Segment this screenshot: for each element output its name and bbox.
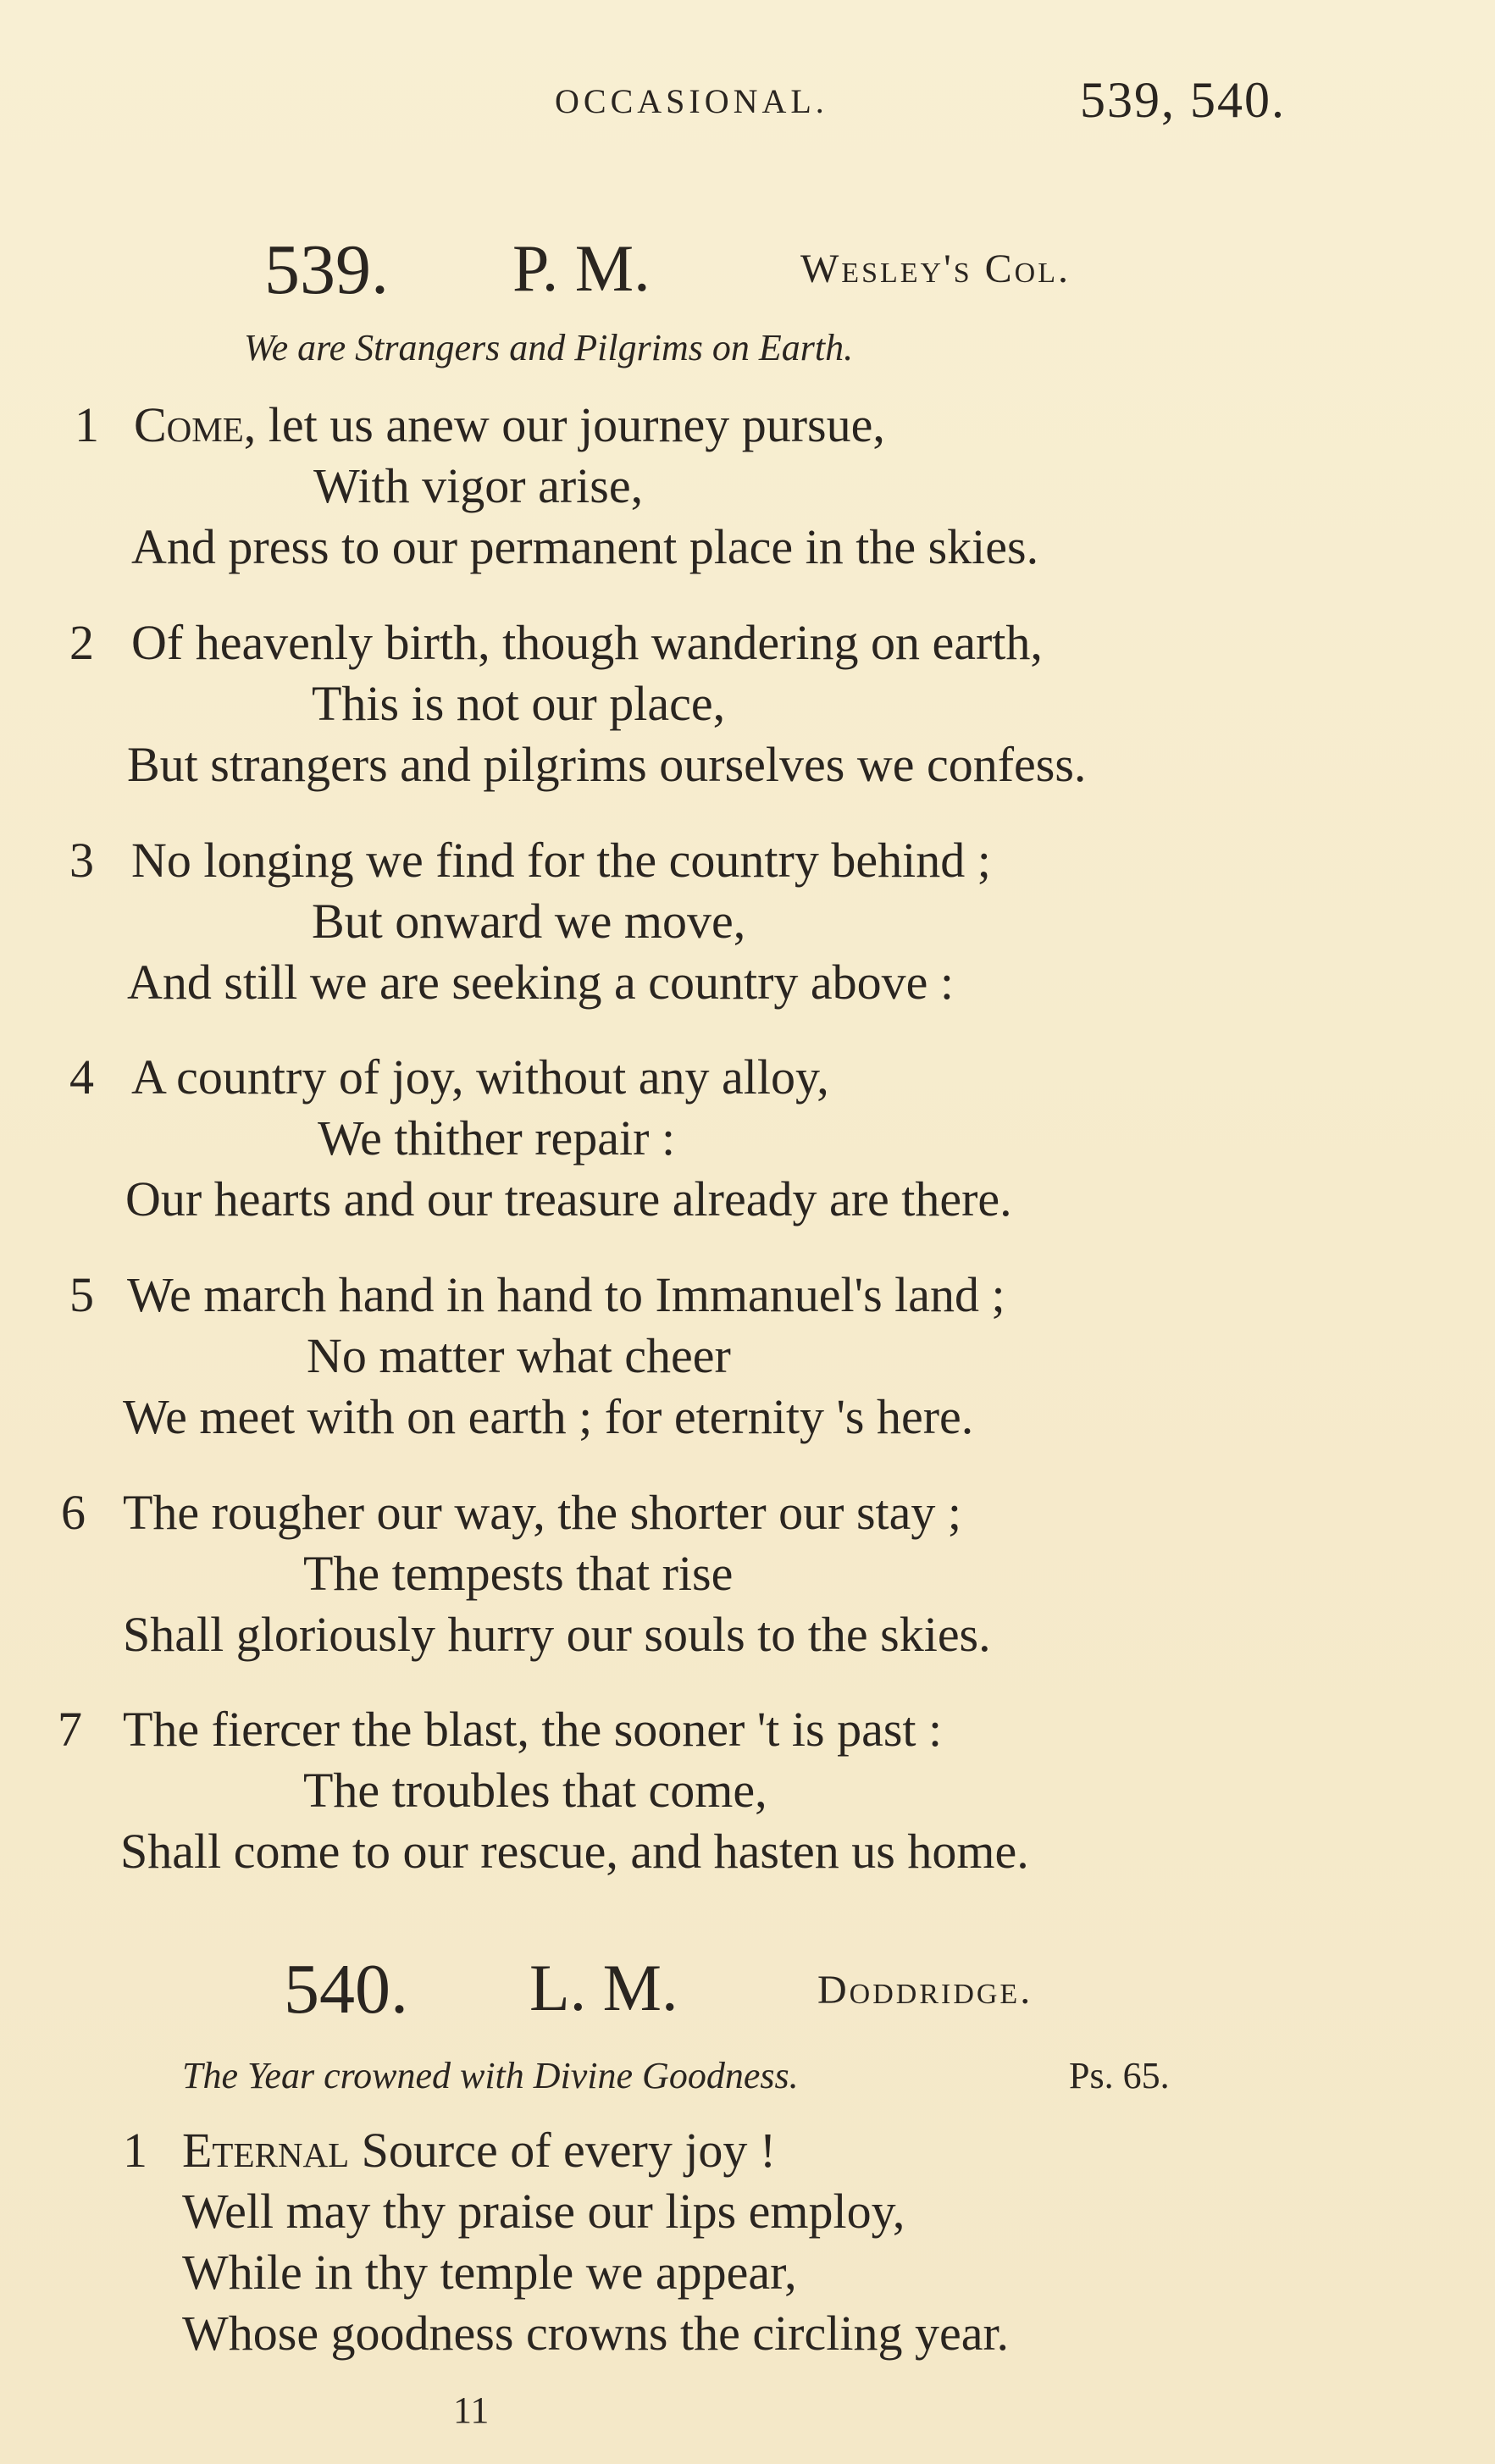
stanza-number: 7: [58, 1702, 82, 1757]
hymn-meter: L. M.: [529, 1951, 678, 2024]
verse-text: Source of every joy !: [361, 2123, 777, 2178]
verse-line: This is not our place,: [312, 676, 726, 731]
hymn-author: Doddridge.: [817, 1968, 1033, 2013]
verse-line: The rougher our way, the shorter our stay ;: [123, 1485, 961, 1540]
verse-line: While in thy temple we appear,: [182, 2245, 797, 2300]
verse-line: We thither repair :: [318, 1110, 676, 1166]
running-head: OCCASIONAL.: [555, 82, 828, 120]
stanza-number: 1: [123, 2123, 147, 2178]
hymn-meter: P. M.: [512, 231, 651, 305]
stanza-number: 6: [61, 1485, 86, 1540]
hymn-number: 539.: [264, 230, 389, 309]
verse-line: With vigor arise,: [313, 458, 644, 513]
hymn-title: We are Strangers and Pilgrims on Earth.: [244, 327, 854, 368]
verse-line: The troubles that come,: [303, 1763, 767, 1818]
verse-line: Our hearts and our treasure already are there.: [125, 1171, 1012, 1226]
hymn-number: 540.: [284, 1950, 408, 2029]
page-numbers: 539, 540.: [1080, 72, 1286, 128]
verse-line: And still we are seeking a country above :: [127, 955, 955, 1010]
verse-line: [182, 2122, 776, 2179]
verse-line: Shall gloriously hurry our souls to the skies.: [123, 1607, 991, 1662]
verse-lead-word: Come,: [134, 397, 257, 452]
stanza-number: 3: [69, 833, 94, 888]
verse-line: Of heavenly birth, though wandering on earth,: [131, 615, 1043, 670]
verse-line: The fiercer the blast, the sooner 't is past :: [123, 1702, 943, 1757]
verse-line: Well may thy praise our lips employ,: [182, 2184, 905, 2239]
verse-line: But onward we move,: [312, 894, 746, 949]
verse-line: A country of joy, without any alloy,: [131, 1049, 829, 1105]
stanza-number: 4: [69, 1049, 94, 1105]
verse-lead-word: Eternal: [182, 2123, 350, 2178]
stanza-number: 2: [69, 615, 94, 670]
verse-line: But strangers and pilgrims ourselves we confess.: [127, 737, 1087, 792]
stanza-number: 5: [69, 1267, 94, 1322]
verse-line: And press to our permanent place in the skies.: [131, 519, 1039, 574]
scripture-reference: Ps. 65.: [1069, 2055, 1170, 2096]
hymn-title: The Year crowned with Divine Goodness.: [182, 2055, 799, 2096]
verse-line: No matter what cheer: [307, 1328, 731, 1383]
stanza-number: 1: [75, 397, 99, 452]
verse-line: We march hand in hand to Immanuel's land ;: [127, 1267, 1005, 1322]
verse-line: The tempests that rise: [303, 1546, 734, 1601]
verse-line: No longing we find for the country behind ;: [131, 833, 991, 888]
verse-line: We meet with on earth ; for eternity 's here.: [123, 1389, 974, 1444]
hymn-author: Wesley's Col.: [800, 246, 1071, 291]
verse-line: [134, 396, 885, 453]
signature-mark: 11: [453, 2389, 490, 2431]
verse-text: let us anew our journey pursue,: [268, 397, 885, 452]
verse-line: Whose goodness crowns the circling year.: [182, 2306, 1010, 2361]
verse-line: Shall come to our rescue, and hasten us home.: [120, 1824, 1029, 1879]
